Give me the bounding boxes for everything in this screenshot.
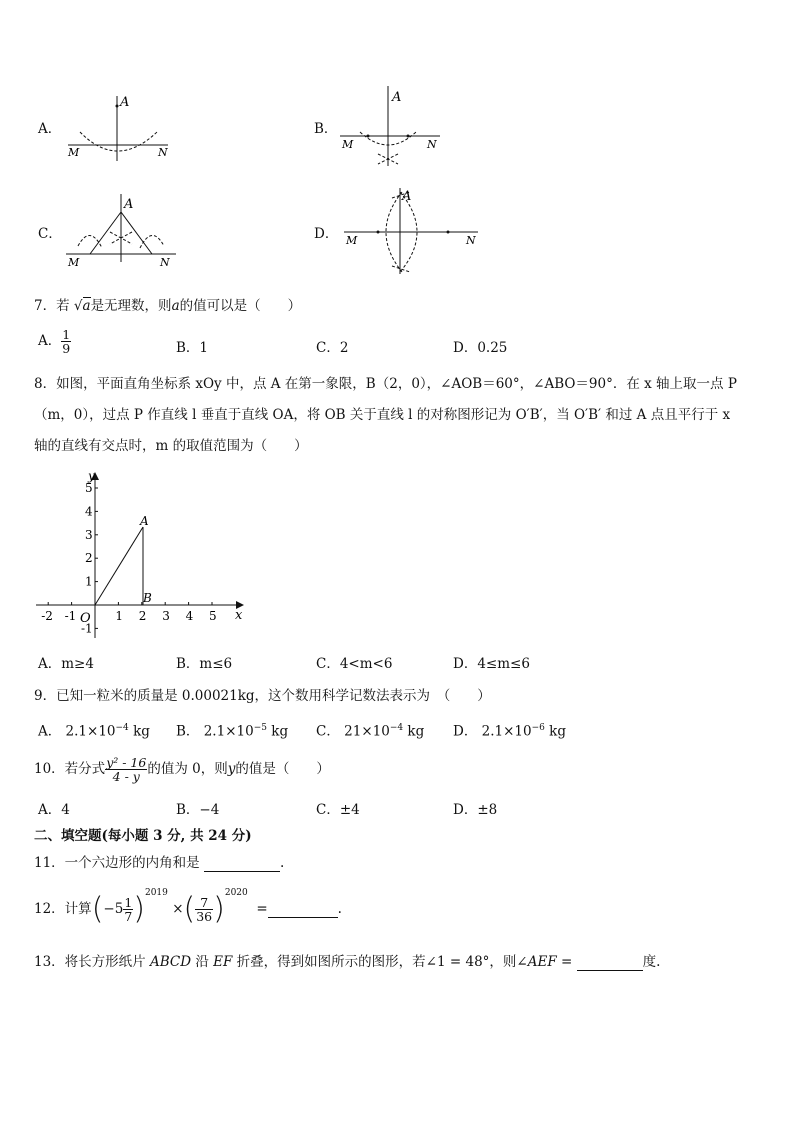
q6-option-a-figure bbox=[60, 88, 170, 163]
q13-answer-blank[interactable] bbox=[577, 954, 643, 971]
q6-d-point-n: N bbox=[466, 234, 476, 247]
q10-option-a: A．4 bbox=[38, 802, 70, 818]
q9-stem: 9．已知一粒米的质量是 0.00021kg，这个数用科学记数法表示为 （ ） bbox=[34, 688, 491, 704]
q8-point-b: B bbox=[143, 591, 152, 605]
q9-option-b: B． $2.1\times 10^{-5}$ kg bbox=[176, 723, 289, 740]
q9-option-d: D． $2.1\times 10^{-6}$ kg bbox=[453, 723, 566, 740]
q8-option-b: B．m≤6 bbox=[176, 656, 233, 672]
q6-c-point-m: M bbox=[68, 256, 80, 269]
q7-option-b: B．1 bbox=[176, 340, 209, 356]
q10-stem: 10．若分式 $\frac{\text{y² - 16}}{4 - y}$ 的值为 0，则y的值是（ ） bbox=[34, 755, 330, 785]
q12-stem: 12．计算(−5 $\frac{1}{7}$ )$^{2019}$ ×( $\frac{7}{36}$ )$^{2020}$ = . bbox=[34, 888, 342, 927]
q6-option-a-label: A． bbox=[38, 121, 62, 137]
q8-x-tick-label: -2 bbox=[41, 609, 53, 623]
q6-a-point-a: A bbox=[120, 95, 130, 110]
q6-option-c-figure bbox=[60, 188, 180, 270]
q8-y-tick-label: 2 bbox=[85, 551, 93, 566]
q13-stem: 13．将长方形纸片 ABCD 沿 EF 折叠，得到如图所示的图形，若∠1 = 48°，则∠AEF = 度. bbox=[34, 954, 661, 970]
q10-fraction: $\frac{\text{y² - 16}}{4 - y}$ bbox=[106, 755, 147, 785]
q8-point-a: A bbox=[140, 514, 149, 528]
q8-x-tick-label: 3 bbox=[162, 609, 170, 623]
q7-number: 7． bbox=[34, 298, 57, 314]
q6-b-point-a: A bbox=[392, 90, 402, 105]
q9-option-c: C． $21\times 10^{-4}$ kg bbox=[316, 723, 425, 740]
q8-stem-line3: 轴的直线有交点时，m 的取值范围为（ ） bbox=[34, 438, 308, 454]
q6-option-b-label: B． bbox=[314, 121, 338, 137]
q7-mid: 是无理数，则 bbox=[90, 298, 172, 314]
q6-option-b-figure bbox=[336, 84, 446, 172]
q10-option-b: B．−4 bbox=[176, 802, 220, 818]
q8-x-tick-label: 4 bbox=[185, 609, 194, 623]
q6-b-point-m: M bbox=[342, 138, 354, 151]
q8-stem-line2: （m，0），过点 P 作直线 l 垂直于直线 OA，将 OB 关于直线 l 的对称图形记为 O′B′，当 O′B′ 和过 A 点且平行于 x bbox=[34, 407, 731, 423]
q7-post: 的值可以是（ ） bbox=[179, 298, 302, 314]
q12-answer-blank[interactable] bbox=[268, 901, 338, 918]
q6-b-point-n: N bbox=[427, 138, 437, 151]
q7-sqrt: √a bbox=[73, 298, 91, 314]
q11-stem: 11．一个六边形的内角和是 . bbox=[34, 855, 285, 871]
q7-var: a bbox=[171, 298, 180, 314]
q6-c-point-n: N bbox=[160, 256, 170, 269]
q6-option-d-label: D． bbox=[314, 226, 339, 242]
q8-y-label: y bbox=[88, 469, 95, 483]
q7-option-c: C．2 bbox=[316, 340, 349, 356]
q8-y-tick-label: 5 bbox=[85, 481, 93, 495]
q7-option-a: A． $\frac{1}{9}$ bbox=[38, 327, 71, 357]
q6-a-point-m: M bbox=[68, 146, 80, 159]
q6-c-point-a: A bbox=[124, 197, 134, 212]
q8-origin-label: O bbox=[80, 611, 91, 626]
q8-y-tick-label: -1 bbox=[81, 621, 93, 636]
q8-option-a: A．m≥4 bbox=[38, 656, 94, 672]
q8-y-tick-label: 3 bbox=[85, 527, 93, 542]
q8-x-tick-label: 5 bbox=[209, 609, 217, 623]
q6-option-d-figure bbox=[340, 184, 482, 276]
q8-y-tick-label: 1 bbox=[85, 574, 93, 589]
q6-option-c-label: C． bbox=[38, 226, 62, 242]
q6-a-point-n: N bbox=[158, 146, 168, 159]
q7-option-d: D．0.25 bbox=[453, 340, 508, 356]
q9-option-a: A． $2.1\times 10^{-4}$ kg bbox=[38, 723, 150, 740]
q8-y-tick-label: 4 bbox=[85, 504, 93, 519]
q6-d-point-a: A bbox=[402, 189, 412, 204]
q8-x-label: x bbox=[235, 608, 243, 623]
q8-option-d: D．4≤m≤6 bbox=[453, 656, 530, 672]
q8-segment-oa bbox=[95, 527, 143, 605]
q10-option-d: D．±8 bbox=[453, 802, 498, 818]
q8-x-tick-label: 1 bbox=[115, 609, 124, 623]
q8-coordinate-graph bbox=[36, 468, 251, 643]
q7-pre: 若 bbox=[56, 298, 70, 314]
q7-stem bbox=[34, 298, 301, 314]
q8-x-tick-label: -1 bbox=[64, 609, 77, 623]
q8-x-tick-label: 2 bbox=[138, 609, 147, 623]
q8-option-c: C．4<m<6 bbox=[316, 656, 393, 672]
q6-d-point-m: M bbox=[346, 234, 358, 247]
section-fill-in-heading: 二、填空题(每小题 3 分, 共 24 分) bbox=[34, 828, 252, 844]
q8-stem-line1: 8．如图，平面直角坐标系 xOy 中，点 A 在第一象限，B（2，0），∠AOB＝60°，∠ABO＝90°．在 x 轴上取一点 P bbox=[34, 376, 737, 392]
q11-answer-blank[interactable] bbox=[204, 855, 280, 872]
q10-option-c: C．±4 bbox=[316, 802, 360, 818]
